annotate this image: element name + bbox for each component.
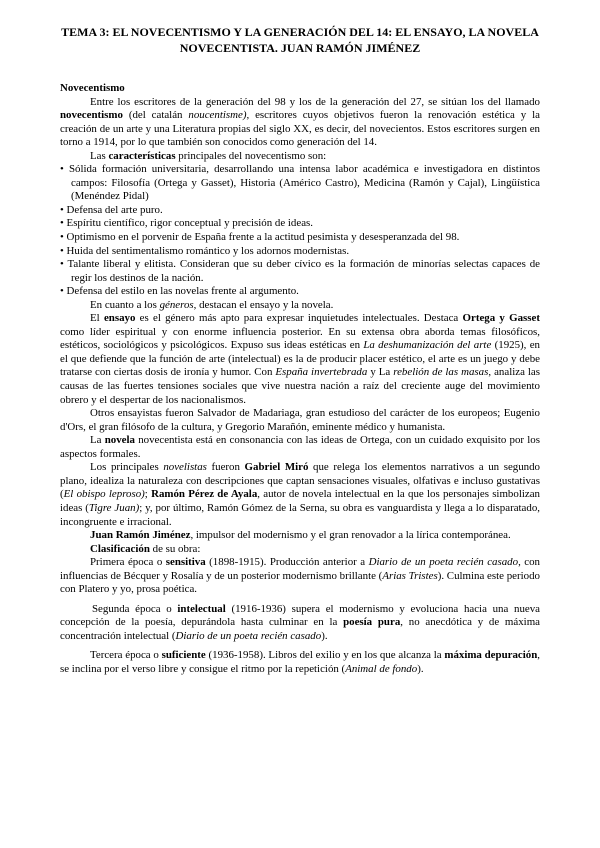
title-line-1: TEMA 3: EL NOVECENTISMO Y LA GENERACIÓN DEL 14: EL ENSAYO, LA NOVELA	[61, 25, 539, 39]
text: , se inclina por el verso libre y consigue el ritmo por la repetición (	[60, 649, 541, 675]
italic-term: Diario de un poeta recién casado	[175, 629, 322, 642]
italic-term: El obispo leproso)	[63, 488, 145, 501]
paragraph-jrj-intro	[60, 529, 540, 543]
text: es el género más apto para expresar inquietudes intelectuales. Destaca	[135, 312, 463, 325]
text: , destacan el ensayo y la novela.	[193, 298, 334, 311]
bold-term: Ramón Pérez de Ayala	[151, 488, 258, 501]
text: ).	[417, 662, 424, 675]
bullet-item: • Sólida formación universitaria, desarrollando una intensa labor académica e investigadora en distintos campos: Filosofía (Ortega y Gasset), Historia (Américo Castro), Medicina (Ramón y Cajal), Lingüística (Menéndez Pidal)	[60, 163, 540, 203]
bullet-item: • Optimismo en el porvenir de España frente a la actitud pesimista y desesperanzada del 98.	[60, 231, 460, 244]
italic-term: rebelión de las masas	[393, 366, 489, 379]
paragraph-other-essayists: Otros ensayistas fueron Salvador de Madariaga, gran estudioso del carácter de los europeos; Eugenio d'Ors, el gran filósofo de la cultura, y Gregorio Marañón, eminente médico y humanista.	[60, 407, 540, 433]
italic-term: Tigre Juan)	[88, 501, 140, 514]
text: , con influencias de Bécquer y Rosalía y de un posterior modernismo brillante (	[60, 556, 540, 582]
document-body	[60, 82, 540, 677]
text: , impulsor del modernismo y el gran renovador a la lírica contemporánea.	[190, 529, 511, 542]
bold-term: sensitiva	[165, 556, 206, 569]
bold-term: máxima depuración	[444, 649, 538, 662]
bold-term: Clasificación	[90, 542, 150, 555]
text: ;	[144, 488, 152, 501]
italic-term: novelistas	[163, 461, 207, 474]
page-title	[60, 24, 540, 56]
paragraph-first-period	[60, 556, 540, 597]
text: En cuanto a los	[90, 298, 160, 311]
bullet-item: • Defensa del estilo en las novelas frente al argumento.	[60, 285, 299, 298]
paragraph-ensayo	[60, 312, 540, 407]
italic-term: géneros	[159, 298, 194, 311]
bold-term: Juan Ramón Jiménez	[90, 529, 191, 542]
section-heading-novecentismo: Novecentismo	[60, 82, 125, 94]
italic-term: Arias Tristes	[382, 569, 438, 582]
paragraph-novelistas	[60, 461, 540, 529]
text: Los principales	[90, 461, 164, 474]
paragraph-novela	[60, 434, 540, 461]
title-line-2: NOVECENTISTA. JUAN RAMÓN JIMÉNEZ	[179, 41, 421, 55]
bold-term: poesía pura	[343, 616, 401, 629]
text: Tercera época o	[90, 649, 162, 662]
paragraph-intro	[60, 96, 540, 150]
text: (1925), en el que defiende que la función de arte (intelectual) es la de producir placer estético, el arte es un juego y debe tratarse con ciertas dosis de ironía y humor. Con	[60, 339, 540, 379]
paragraph-classification	[60, 543, 540, 557]
bold-term: novecentismo	[60, 109, 123, 122]
italic-term: noucentisme),	[188, 109, 250, 122]
bullet-item: • Huida del sentimentalismo romántico y los adornos modernistas.	[60, 244, 350, 257]
text: ; y, por último, Ramón Gómez de la Serna, su obra es vanguardista y llega a lo disparatado, incongruente e irracional.	[60, 501, 540, 528]
bold-term: características	[108, 149, 176, 162]
text: novecentista está en consonancia con las ideas de Ortega, con un cuidado exquisito por los aspectos formales.	[60, 434, 540, 460]
bullet-item: • Defensa del arte puro.	[60, 203, 163, 216]
text: de su obra:	[149, 542, 201, 555]
paragraph-genres	[60, 299, 540, 313]
text: fueron	[206, 461, 245, 474]
text: (1936-1958). Libros del exilio y en los que alcanza la	[205, 649, 445, 662]
bold-term: novela	[104, 434, 135, 447]
text: (1898-1915). Producción anterior a	[205, 556, 369, 569]
paragraph-second-period	[60, 603, 540, 644]
italic-term: Diario de un poeta recién casado	[368, 556, 519, 569]
bullet-item: • Talante liberal y elitista. Consideran que su deber cívico es la formación de minorías selectas capaces de regir los destinos de la nación.	[60, 258, 540, 284]
text: ).	[321, 629, 328, 642]
text: Las	[90, 149, 109, 162]
text: ). Culmina este periodo con Platero y yo, prosa poética.	[60, 569, 541, 596]
text: La	[90, 434, 105, 447]
text: (del catalán	[122, 109, 189, 122]
text: Primera época o	[90, 556, 166, 569]
bold-term: Ortega y Gasset	[462, 312, 540, 325]
text: , analiza las causas de las fuertes tensiones sociales que vive nuestra nación a raíz del creciente auge del movimiento obrero y el despertar de los nacionalismos.	[60, 366, 541, 406]
text: y La	[367, 366, 394, 379]
text: (1916-1936) supera el modernismo y evoluciona hacia una nueva concepción de la poesía, depurándola hasta culminar en la	[60, 602, 541, 629]
bold-term: suficiente	[161, 649, 206, 662]
text: Segunda época o	[92, 602, 178, 615]
text: que relega los elementos narrativos a un segundo plano, idealiza la naturaleza con descripciones que captan sensaciones visuales, olfativas e incluso gustativas (	[60, 461, 541, 501]
text: , no anecdótica y de máxima concentración intelectual (	[60, 616, 541, 642]
text: , autor de novela intelectual en la que los personajes simbolizan ideas (	[60, 488, 540, 514]
italic-term: España invertebrada	[275, 366, 368, 379]
text: El	[90, 312, 104, 325]
bold-term: intelectual	[177, 602, 226, 615]
text: escritores cuyos objetivos fueron la renovación estética y la creación de un arte y una Literatura propias del siglo XX, es decir, del novecientos. Estos escritores surgen en torno a 1914, por lo que también son conocidos como generación del 14.	[60, 109, 540, 149]
italic-term: Animal de fondo	[345, 662, 418, 675]
text: principales del novecentismo son:	[175, 149, 327, 162]
paragraph-characteristics-intro	[60, 150, 540, 164]
bold-term: ensayo	[103, 312, 136, 325]
italic-term: La deshumanización del arte	[363, 339, 492, 352]
paragraph-third-period	[60, 649, 540, 676]
text: Entre los escritores de la generación del 98 y los de la generación del 27, se sitúan los del llamado	[90, 95, 540, 108]
text: como líder espiritual y con enorme influencia posterior. En su extensa obra aborda temas filosóficos, estéticos, sociológicos y psicológicos. Expuso sus ideas estéticas en	[60, 325, 540, 352]
bold-term: Gabriel Miró	[244, 461, 309, 474]
bullet-item: • Espíritu científico, rigor conceptual y precisión de ideas.	[60, 217, 314, 230]
